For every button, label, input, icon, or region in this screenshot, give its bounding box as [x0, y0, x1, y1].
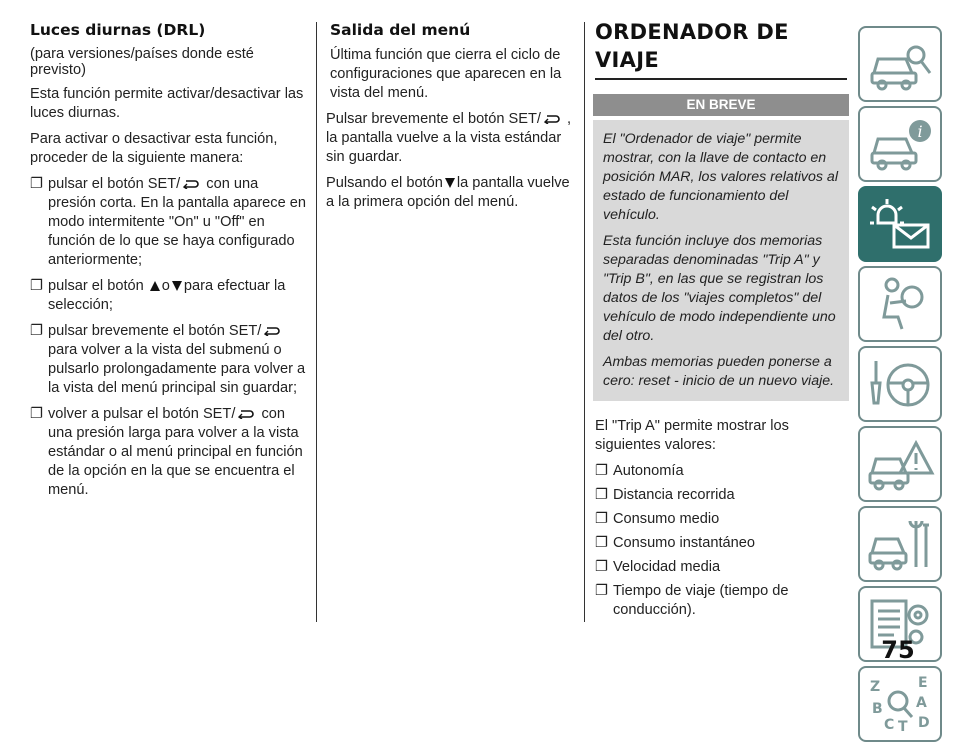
list-item: ❐ Velocidad media: [595, 559, 721, 575]
down-arrow-icon: [172, 281, 182, 291]
tab-index[interactable]: [858, 666, 942, 742]
tab-dashboard-lights[interactable]: [858, 186, 942, 262]
list-item: ❐ Autonomía: [595, 463, 684, 479]
checkbox-bullet-icon: ❐: [30, 278, 44, 294]
list-item: ❐ pulsar el botón SET/ con una presión corta. En la pantalla aparece en modo intermitente "On" u "Off" en función de lo que se haya configurado anteriormente;: [30, 176, 306, 268]
index-letter: A: [916, 695, 927, 711]
page-number: 75: [881, 636, 915, 664]
checkbox-bullet-icon: ❐: [30, 176, 44, 192]
set-return-icon: [182, 179, 200, 189]
index-letter: D: [918, 715, 930, 731]
tab-airbag[interactable]: [858, 266, 942, 342]
set-return-icon: [237, 409, 255, 419]
steering-wheel-icon: [864, 353, 936, 415]
checkbox-bullet-icon: ❐: [595, 487, 609, 503]
brief-paragraph: Ambas memorias pueden ponerse a cero: reset - inicio de un nuevo viaje.: [603, 354, 835, 389]
brief-header: EN BREVE: [593, 94, 849, 116]
set-return-icon: [263, 326, 281, 336]
checkbox-bullet-icon: ❐: [30, 406, 44, 422]
paragraph: El "Trip A" permite mostrar los siguientes valores:: [595, 418, 789, 453]
index-letter: Z: [870, 679, 881, 695]
chapter-title-line-1: ORDENADOR DE: [595, 20, 789, 44]
checkbox-bullet-icon: ❐: [595, 559, 609, 575]
list-item: ❐ Distancia recorrida: [595, 487, 735, 503]
paragraph: Pulsar brevemente el botón SET/ , la pantalla vuelve a la vista estándar sin guardar.: [326, 111, 572, 165]
index-letter: C: [884, 717, 895, 733]
airbag-person-icon: [864, 273, 936, 335]
list-item: ❐ Consumo instantáneo: [595, 535, 755, 551]
list-item: ❐ Consumo medio: [595, 511, 720, 527]
svg-text:i: i: [917, 122, 923, 141]
index-letter: E: [918, 675, 928, 691]
checkbox-bullet-icon: ❐: [595, 511, 609, 527]
car-search-icon: [864, 33, 936, 95]
car-warning-icon: [864, 433, 936, 495]
section-subheading: (para versiones/países donde esté previsto): [30, 46, 254, 78]
car-tools-icon: [864, 513, 936, 575]
section-heading-drl: Luces diurnas (DRL): [30, 21, 206, 39]
list-item: ❐ volver a pulsar el botón SET/ con una presión larga para volver a la vista estándar o al menú principal en función de la opción en la que se encuentra el menú.: [30, 406, 303, 498]
tab-steering[interactable]: [858, 346, 942, 422]
checkbox-bullet-icon: ❐: [595, 583, 609, 599]
up-arrow-icon: [150, 281, 160, 291]
down-arrow-icon: [445, 178, 455, 188]
title-rule: [595, 78, 847, 80]
brief-paragraph: El "Ordenador de viaje" permite mostrar, con la llave de contacto en posición MAR, los valores relativos al estado de funcionamiento del vehículo.: [603, 131, 838, 223]
index-letter: B: [872, 701, 883, 717]
alphabet-index-icon: [864, 673, 936, 735]
tab-car-search[interactable]: [858, 26, 942, 102]
column-divider: [584, 22, 585, 622]
list-item: ❐ pulsar el botón o para efectuar la selección;: [30, 278, 286, 313]
paragraph: Pulsando el botón la pantalla vuelve a la primera opción del menú.: [326, 175, 570, 210]
column-2: [326, 22, 578, 219]
column-3: [595, 22, 847, 625]
checkbox-bullet-icon: ❐: [595, 463, 609, 479]
set-return-icon: [543, 114, 561, 124]
tab-car-warning[interactable]: [858, 426, 942, 502]
checkbox-bullet-icon: ❐: [595, 535, 609, 551]
tab-car-info[interactable]: [858, 106, 942, 182]
paragraph: Última función que cierra el ciclo de configuraciones que aparecen en la vista del menú.: [330, 47, 562, 101]
column-1: [30, 22, 306, 507]
car-info-icon: [864, 113, 936, 175]
brief-box: [593, 120, 849, 401]
list-item: ❐ pulsar brevemente el botón SET/ para volver a la vista del submenú o pulsarlo prolongadamente para volver a la vista del menú principal sin guardar;: [30, 323, 306, 396]
brief-paragraph: Esta función incluye dos memorias separadas denominadas "Trip A" y "Trip B", en las que se registran los datos de los "viajes completos" del vehículo de modo independiente uno del otro.: [603, 233, 836, 344]
index-letter: T: [898, 719, 908, 735]
paragraph: Esta función permite activar/desactivar las luces diurnas.: [30, 86, 304, 121]
dashboard-lights-icon: [864, 193, 936, 255]
chapter-title-line-2: VIAJE: [595, 48, 659, 72]
paragraph: Para activar o desactivar esta función, proceder de la siguiente manera:: [30, 131, 278, 166]
section-heading-exit-menu: Salida del menú: [330, 21, 471, 39]
tab-car-tools[interactable]: [858, 506, 942, 582]
checkbox-bullet-icon: ❐: [30, 323, 44, 339]
column-divider: [316, 22, 317, 622]
list-item: ❐ Tiempo de viaje (tiempo de conducción).: [595, 583, 789, 618]
